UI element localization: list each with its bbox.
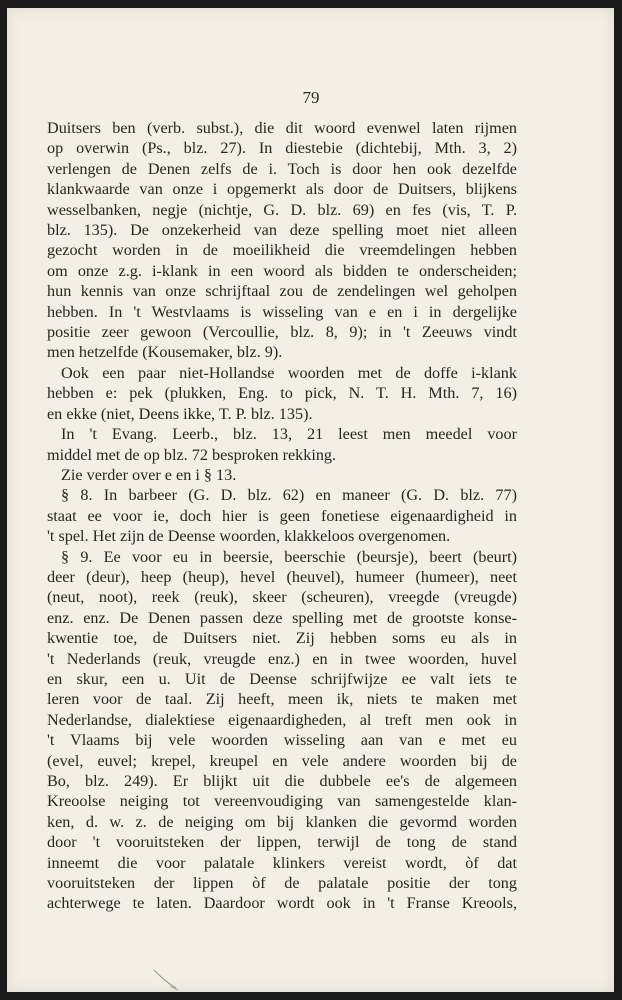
text-line: hebben. In 't Westvlaams is wisseling van e en i in dergelijke xyxy=(47,302,517,321)
text-line: Ook een paar niet-Hollandse woorden met de doffe i-klank xyxy=(61,363,517,382)
text-line: klankwaarde van onze i opgemerkt als door de Duitsers, blijkens xyxy=(47,180,517,199)
text-line: verlengen de Denen zelfs de i. Toch is door hen ook dezelfde xyxy=(47,159,517,178)
text-line: inneemt die voor palatale klinkers vereist wordt, òf dat xyxy=(47,853,517,872)
text-line: Duitsers ben (verb. subst.), die dit woord evenwel laten rijmen xyxy=(47,119,517,137)
text-line: leren voor de taal. Zij heeft, meen ik, niets te maken met xyxy=(47,690,517,709)
text-line: wesselbanken, negje (nichtje, G. D. blz. 69) en fes (vis, T. P. xyxy=(47,200,517,219)
text-line: § 9. Ee voor eu in beersie, beerschie (beursje), beert (beurt) xyxy=(61,547,517,566)
text-line: hun kennis van onze schrijftaal zou de zendelingen wel geholpen xyxy=(47,282,517,301)
text-line: (neut, noot), reek (reuk), skeer (scheuren), vreegde (vreugde) xyxy=(47,588,517,607)
text-line: Bo, blz. 249). Er blijkt uit die dubbele ee's de algemeen xyxy=(47,772,517,790)
text-line: hebben e: pek (plukken, Eng. to pick, N. T. H. Mth. 7, 16) xyxy=(47,384,517,403)
text-line: door 't vooruitsteken der lippen, terwijl de tong de stand xyxy=(47,833,517,852)
text-line: en ekke (niet, Deens ikke, T. P. blz. 135). xyxy=(47,404,313,423)
page-number: 79 xyxy=(302,88,320,107)
text-line: Kreoolse neiging tot vereenvoudiging van samengestelde klan- xyxy=(47,792,517,811)
paper-mark xyxy=(150,968,190,992)
text-line: vooruitsteken der lippen òf de palatale positie der tong xyxy=(47,874,517,893)
text-line: staat ee voor ie, doch hier is geen fonetiese eigenaardigheid in xyxy=(47,506,517,525)
text-line: 't Nederlands (reuk, vreugde enz.) en in twee woorden, huvel xyxy=(47,649,517,668)
text-line: Nederlandse, dialektiese eigenaardigheden, al treft men ook in xyxy=(47,710,517,729)
text-line: enz. enz. De Denen passen deze spelling met de grootste konse- xyxy=(47,608,517,627)
text-line: gezocht worden in de moeilikheid die vreemdelingen hebben xyxy=(47,241,517,260)
text-line: positie zeer gewoon (Vercoullie, blz. 8, 9); in 't Zeeuws vindt xyxy=(47,323,517,342)
text-line: § 8. In barbeer (G. D. blz. 62) en maneer (G. D. blz. 77) xyxy=(61,486,517,505)
body-text xyxy=(47,118,517,914)
text-line: en skur, een u. Uit de Deense schrijfwijze ee valt iets te xyxy=(47,669,517,688)
text-line: op overwin (Ps., blz. 27). In diestebie (dichtebij, Mth. 3, 2) xyxy=(47,139,517,158)
text-line: (evel, euvel; krepel, kreupel en vele andere woorden bij de xyxy=(47,751,517,770)
text-line: achterwege te laten. Daardoor wordt ook in 't Franse Kreools, xyxy=(47,894,517,913)
text-line: ken, d. w. z. de neiging om bij klanken die gevormd worden xyxy=(47,812,517,831)
text-line: In 't Evang. Leerb., blz. 13, 21 leest men meedel voor xyxy=(61,425,517,444)
text-line: om onze z.g. i-klank in een woord als bidden te onderscheiden; xyxy=(47,261,517,280)
text-line: middel met de op blz. 72 besproken rekking. xyxy=(47,445,337,464)
text-line: 't spel. Het zijn de Deense woorden, klakkeloos overgenomen. xyxy=(47,527,451,546)
text-line: 't Vlaams bij vele woorden wisseling aan van e met eu xyxy=(47,731,517,750)
text-line: blz. 135). De onzekerheid van deze spelling moet niet alleen xyxy=(47,221,517,240)
text-line: kwentie toe, de Duitsers niet. Zij hebben soms eu als in xyxy=(47,629,517,648)
text-line: deer (deur), heep (heup), hevel (heuvel), humeer (humeer), neet xyxy=(47,567,517,586)
text-line: men hetzelfde (Kousemaker, blz. 9). xyxy=(47,343,283,362)
text-line: Zie verder over e en i § 13. xyxy=(61,465,237,484)
